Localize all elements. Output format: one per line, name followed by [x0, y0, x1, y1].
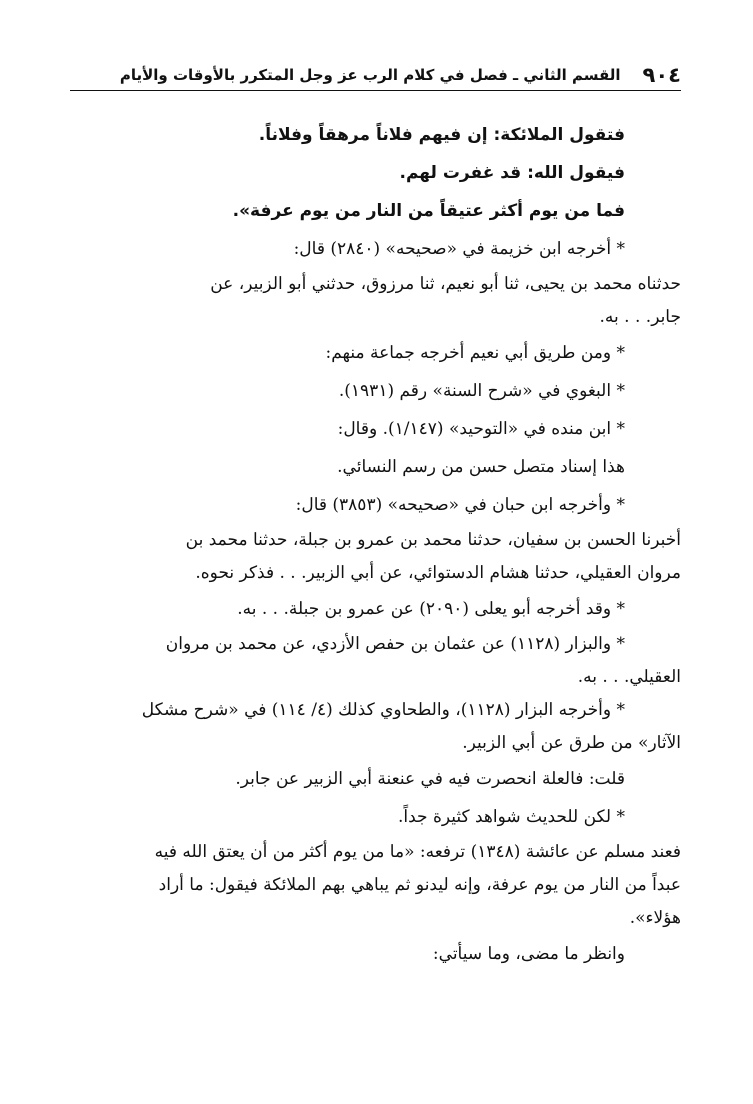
body-line: * والبزار (١١٢٨) عن عثمان بن حفص الأزدي، عن محمد بن مروان — [165, 634, 625, 654]
body-line: قلت: فالعلة انحصرت فيه في عنعنة أبي الزبير عن جابر. — [235, 769, 625, 789]
body-line: * أخرجه ابن خزيمة في «صحيحه» (٢٨٤٠) قال: — [293, 239, 625, 259]
body-line: عبداً من النار من يوم عرفة، وإنه ليدنو ثم يباهي بهم الملائكة فيقول: ما أراد — [158, 875, 681, 895]
body-line: مروان العقيلي، حدثنا هشام الدستوائي، عن أبي الزبير. . . فذكر نحوه. — [195, 563, 681, 583]
body-line: الآثار» من طرق عن أبي الزبير. — [462, 733, 681, 753]
body-line: هذا إسناد متصل حسن من رسم النسائي. — [337, 457, 625, 477]
body-line: * وأخرجه ابن حبان في «صحيحه» (٣٨٥٣) قال: — [295, 495, 625, 515]
running-header — [70, 60, 681, 91]
body-line: * وقد أخرجه أبو يعلى (٢٠٩٠) عن عمرو بن جبلة. . . به. — [237, 599, 625, 619]
body-line: * وأخرجه البزار (١١٢٨)، والطحاوي كذلك (٤/ ١١٤) في «شرح مشكل — [141, 700, 625, 720]
page-number: ٩٠٤ — [642, 63, 681, 87]
body-line: * ومن طريق أبي نعيم أخرجه جماعة منهم: — [325, 343, 625, 363]
body-line: فتقول الملائكة: إن فيهم فلاناً مرهقاً وفلاناً. — [258, 125, 625, 145]
body-line: * لكن للحديث شواهد كثيرة جداً. — [398, 807, 625, 827]
body-line: فيقول الله: قد غفرت لهم. — [399, 163, 625, 183]
body-line: أخبرنا الحسن بن سفيان، حدثنا محمد بن عمرو بن جبلة، حدثنا محمد بن — [185, 530, 681, 550]
body-line: العقيلي. . . به. — [577, 667, 681, 687]
running-title: القسم الثاني ـ فصل في كلام الرب عز وجل المتكرر بالأوقات والأيام — [119, 66, 621, 84]
body-line: * البغوي في «شرح السنة» رقم (١٩٣١). — [338, 381, 625, 401]
body-line: وانظر ما مضى، وما سيأتي: — [432, 944, 625, 964]
body-line: هؤلاء». — [629, 908, 681, 928]
page-body — [72, 116, 681, 973]
body-line: فما من يوم أكثر عتيقاً من النار من يوم عرفة». — [232, 201, 625, 221]
body-line: * ابن منده في «التوحيد» (١/١٤٧). وقال: — [337, 419, 625, 439]
body-line: فعند مسلم عن عائشة (١٣٤٨) ترفعه: «ما من يوم أكثر من أن يعتق الله فيه — [154, 842, 681, 862]
body-line: جابر. . . به. — [599, 307, 681, 327]
body-line: حدثناه محمد بن يحيى، ثنا أبو نعيم، ثنا مرزوق، حدثني أبو الزبير، عن — [210, 274, 681, 294]
